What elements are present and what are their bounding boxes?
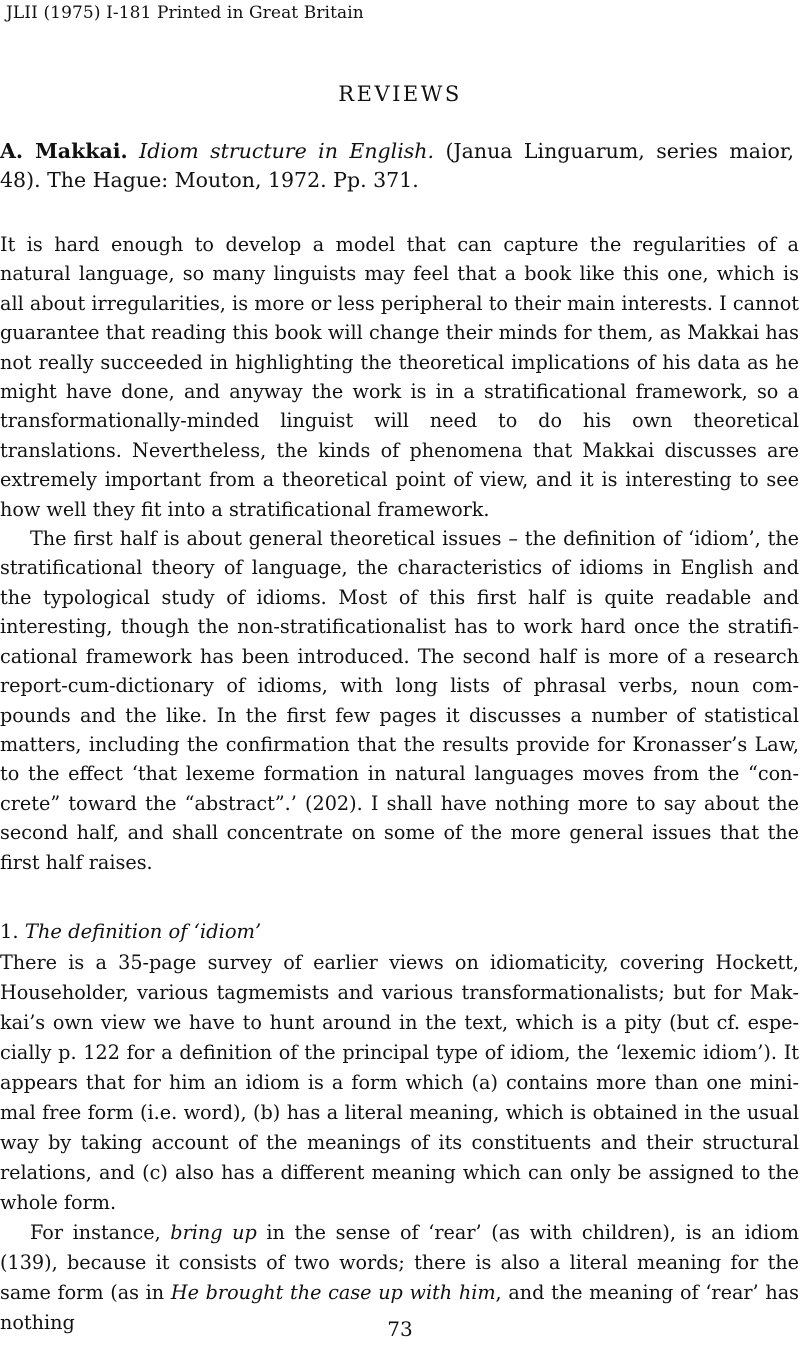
running-head: JLII (1975) I-181 Printed in Great Britain — [6, 3, 364, 23]
para2-text-c: in the sense of ‘rear’ (as with children), is an idiom (139), because it consists of two words; there is also a literal meaning for the same form (as in — [0, 1221, 799, 1304]
para2-text-a: For instance, — [30, 1221, 171, 1244]
citation-title: Idiom structure in English. — [139, 139, 434, 163]
para2-text-e: , and the meaning of ‘rear’ has nothing — [0, 1281, 799, 1334]
paragraph-1: It is hard enough to develop a model that can capture the regularities of a natural language, so many linguists may feel that a book like this one, which is all about irregularities, is more or less peripheral to their main interests. I cannot guarantee that reading this book will change their minds for them, as Makkai has not really succeeded in highlighting the theoretical implications of his data as he might have done, and anyway the work is in a stratificational framework, so a transformationally-minded linguist will need to do his own theoretical translations. Nevertheless, the kinds of phenomena that Makkai discusses are extremely important from a theoretical point of view, and it is interesting to see how well they fit into a stratificational framework. — [0, 233, 799, 521]
section-title: REVIEWS — [338, 82, 462, 106]
para2-example-bring-up: bring up — [170, 1221, 257, 1244]
paragraph-2: The first half is about general theoretical issues – the definition of ‘idiom’, the stratificational theory of language, the characteristics of idioms in English and the typological study of idioms. Most of this first half is quite readable and interesting, though the non-stratificationalist has to work hard once the stratificational framework has been introduced. The second half is more of a research report-cum-dictionary of idioms, with long lists of phrasal verbs, noun compounds and the like. In the first few pages it discusses a number of statistical matters, including the confirmation that the results provide for Kronasser’s Law, to the effect ‘that lexeme formation in natural languages moves from the “concrete” toward the “abstract”.’ (202). I shall have nothing more to say about the second half, and shall concentrate on some of the more general issues that the first half raises. — [0, 527, 799, 874]
section-1-paragraph-1: There is a 35-page survey of earlier views on idiomaticity, covering Hockett, Householder, various tagmemists and various transformationalists; but for Makkai’s own view we have to hunt around in the text, which is a pity (but cf. especially p. 122 for a definition of the principal type of idiom, the ‘lexemic idiom’). It appears that for him an idiom is a form which (a) contains more than one minimal free form (i.e. word), (b) has a literal meaning, which is obtained in the usual way by taking account of the meanings of its constituents and their structural relations, and (c) also has a different meaning which can only be assigned to the whole form. — [0, 951, 799, 1214]
review-body — [0, 230, 799, 877]
section-heading-text: The definition of ‘idiom’ — [24, 920, 262, 943]
citation-details: (Janua Linguarum, series maior, 48). The Hague: Mouton, 1972. Pp. 371. — [0, 139, 794, 192]
section-1-body — [0, 948, 799, 1338]
para2-example-sentence: He brought the case up with him — [170, 1281, 496, 1304]
page-number: 73 — [387, 1317, 413, 1341]
citation-author: A. Makkai. — [0, 139, 128, 163]
section-heading-number: 1. — [0, 920, 19, 943]
review-citation — [0, 137, 794, 195]
section-heading — [0, 918, 261, 946]
